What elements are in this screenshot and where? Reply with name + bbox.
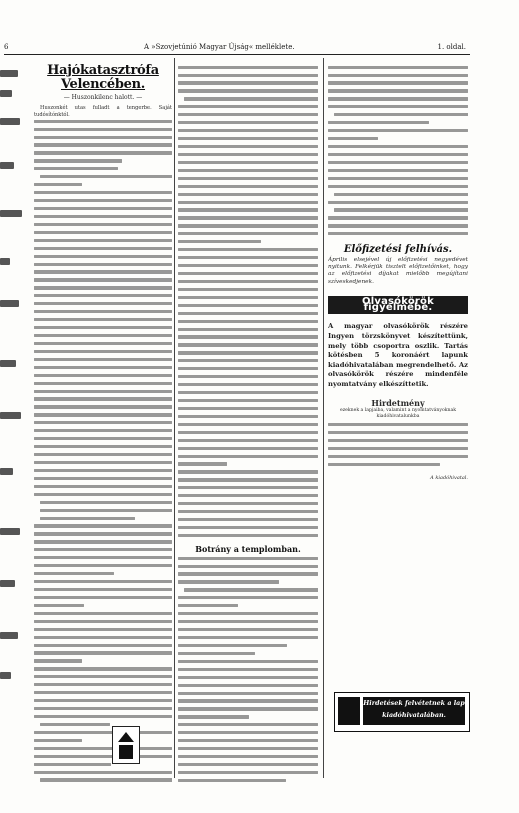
notices-column <box>328 64 468 764</box>
pointing-hand-icon <box>338 697 360 725</box>
article-column-2 <box>178 64 318 784</box>
notice-subheading: ezeknek a lapjaiba, valamint a nyomtatványoknak kiadóhivatalunkba <box>340 407 456 419</box>
advertisement-box <box>334 692 470 732</box>
page-number: 6 <box>4 43 9 51</box>
section-heading: Botrány a templomban. <box>195 544 301 555</box>
article-body-text <box>178 557 318 784</box>
article-body-text <box>328 423 468 469</box>
column-rule <box>174 58 175 778</box>
advertisement-text: Hirdetések felvétetnek a lap kiadóhivatalában. <box>363 697 465 725</box>
page-header <box>4 40 470 55</box>
article-title: Hajókatasztrófa Velencében. <box>47 64 159 92</box>
article-column-1 <box>34 64 172 784</box>
subscription-heading: Előfizetési felhívás. <box>343 243 453 255</box>
header-page-label: 1. oldal. <box>437 43 466 51</box>
column-rule <box>323 58 324 778</box>
previous-page-edge <box>0 60 24 700</box>
readers-circles-text: A magyar olvasókörök részére Ingyen törzskönyvet készítettünk, mely több csoportra oszlik. Tartás kötésben 5 koronáért lapunk kiadóhivatalában megrendelhető. Az olvasókörök részére mindenféle nyomtatvány elkészíttetik. <box>328 322 468 389</box>
article-lead: Huszonkét utas fulladt a tengerbe. Saját tudósítónktól. <box>34 105 172 118</box>
article-body-text <box>328 66 468 239</box>
printer-logo-icon <box>112 726 140 764</box>
signature: A kiadóhivatal. <box>430 475 468 482</box>
header-title: A »Szovjetúnió Magyar Újság« melléklete. <box>144 43 295 51</box>
article-body-text <box>34 120 172 784</box>
notice-heading: Hirdetmény <box>371 397 425 408</box>
readers-circles-banner: Olvasókörök figyelmébe. <box>328 296 468 315</box>
article-body-text <box>178 66 318 541</box>
article-subtitle: — Huszonkilenc halott. — <box>63 94 143 101</box>
subscription-text: Április elsejével új előfizetési negyedévet nyitunk. Felkérjük tisztelt előfizetőinket, hogy az előfizetési díjakat mielőbb megújítani szíveskedjenek. <box>328 256 468 285</box>
